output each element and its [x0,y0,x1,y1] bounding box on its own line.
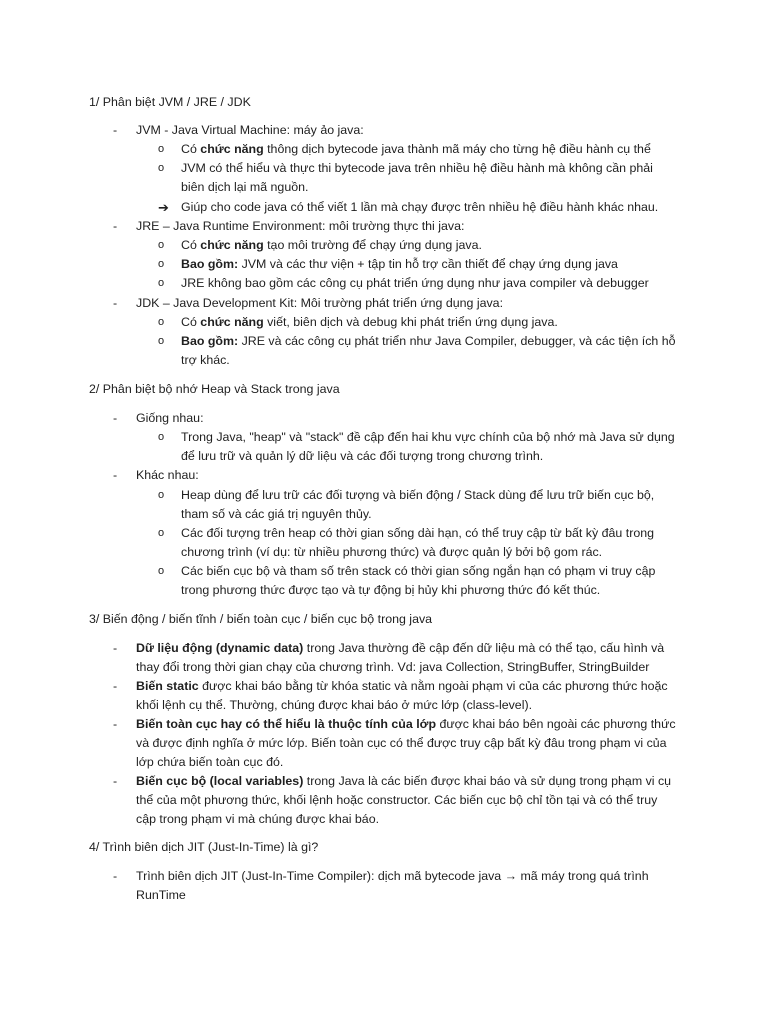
circle-bullet: o [158,565,165,577]
jre-heading: JRE – Java Runtime Environment: môi trường thực thi java: [136,219,465,233]
list-item-text: Trình biên dịch JIT (Just-In-Time Compiler): dịch mã bytecode java → mã máy trong quá trình [136,869,649,883]
diff-heading: Khác nhau: [136,468,199,482]
list-item-continuation: lớp chứa biến toàn cục đó. [136,755,284,769]
sub-item-text: JVM có thể hiểu và thực thi bytecode java trên nhiều hệ điều hành mà không cần phải [181,161,653,175]
sub-item-text: Heap dùng để lưu trữ các đối tượng và biến động / Stack dùng để lưu trữ biến cục bộ, [181,488,655,502]
dash-bullet: - [113,869,118,883]
circle-bullet: o [158,162,165,174]
dash-bullet: - [113,717,118,731]
sub-item-text: Có chức năng thông dịch bytecode java thành mã máy cho từng hệ điều hành cụ thể [181,142,651,156]
circle-bullet: o [158,258,165,270]
circle-bullet: o [158,316,165,328]
list-item-continuation: cập trong phạm vi mà chúng được khai báo. [136,812,380,826]
circle-bullet: o [158,431,165,443]
sub-item-text: Bao gồm: JVM và các thư viện + tập tin hỗ trợ cần thiết để chạy ứng dụng java [181,257,618,271]
sub-item-continuation: trong phương thức được tạo và tự động bị hủy khi phương thức đó kết thúc. [181,583,601,597]
sub-item-text: Có chức năng tạo môi trường để chạy ứng dụng java. [181,238,482,252]
sub-item-continuation: trợ khác. [181,353,230,367]
list-item-text: Biến cục bộ (local variables) trong Java là các biến được khai báo và sử dụng trong phạm vi cụ [136,774,672,788]
sub-item-text: Bao gồm: JRE và các công cụ phát triển như Java Compiler, debugger, và các tiện ích hỗ [181,334,676,348]
sub-item-text: Các đối tượng trên heap có thời gian sống dài hạn, có thể truy cập từ bất kỳ đâu trong [181,526,654,540]
sub-item-text: Có chức năng viết, biên dịch và debug khi phát triển ứng dụng java. [181,315,558,329]
sub-item-text: JRE không bao gồm các công cụ phát triển ứng dụng như java compiler và debugger [181,276,649,290]
section-4-title: 4/ Trình biên dịch JIT (Just-In-Time) là gì? [89,840,319,854]
dash-bullet: - [113,468,118,482]
dash-bullet: - [113,411,118,425]
arrow-right-icon: → [504,869,518,883]
circle-bullet: o [158,489,165,501]
same-heading: Giống nhau: [136,411,204,425]
dash-bullet: - [113,219,118,233]
dash-bullet: - [113,123,118,137]
sub-item-continuation: biên dịch lại mã nguồn. [181,180,309,194]
circle-bullet: o [158,335,165,347]
list-item-continuation: RunTime [136,888,186,902]
list-item-text: Biến static được khai báo bằng từ khóa static và nằm ngoài phạm vi của các phương thức hoặc [136,679,668,693]
jdk-heading: JDK – Java Development Kit: Môi trường phát triển ứng dụng java: [136,296,504,310]
jvm-heading: JVM - Java Virtual Machine: máy ảo java: [136,123,364,137]
sub-item-continuation: để lưu trữ và quản lý dữ liệu và các đối tượng trong chương trình. [181,449,544,463]
list-item-continuation: và được định nghĩa ở mức lớp. Biến toàn cục có thể được truy cập bất kỳ đâu trong phạm vi của [136,736,667,750]
circle-bullet: o [158,527,165,539]
list-item-continuation: khối lệnh cụ thể. Thường, chúng được khai báo ở mức lớp (class-level). [136,698,533,712]
arrow-right-icon: ➔ [158,200,169,215]
dash-bullet: - [113,679,118,693]
section-2-title: 2/ Phân biệt bộ nhớ Heap và Stack trong java [89,382,340,396]
section-1-title: 1/ Phân biệt JVM / JRE / JDK [89,95,251,109]
list-item-continuation: thể của một phương thức, khối lệnh hoặc constructor. Các biến cục bộ chỉ tồn tại và có thể truy [136,793,658,807]
list-item-text: Biến toàn cục hay có thể hiểu là thuộc tính của lớp được khai báo bên ngoài các phương thức [136,717,676,731]
sub-item-text: Trong Java, "heap" và "stack" đề cập đến hai khu vực chính của bộ nhớ mà Java sử dụng [181,430,675,444]
dash-bullet: - [113,641,118,655]
list-item-continuation: thay đổi trong thời gian chạy của chương trình. Vd: java Collection, StringBuffer, StringBuilder [136,660,650,674]
dash-bullet: - [113,296,118,310]
section-3-title: 3/ Biến động / biến tĩnh / biến toàn cục / biến cục bộ trong java [89,612,433,626]
arrow-item-text: Giúp cho code java có thể viết 1 lần mà chạy được trên nhiều hệ điều hành khác nhau. [181,200,659,214]
sub-item-text: Các biến cục bộ và tham số trên stack có thời gian sống ngắn hạn có phạm vi truy cập [181,564,656,578]
dash-bullet: - [113,774,118,788]
list-item-text: Dữ liệu động (dynamic data) trong Java thường đề cập đến dữ liệu mà có thể tạo, cấu hình và [136,641,665,655]
sub-item-continuation: tham số và các giá trị nguyên thủy. [181,507,372,521]
circle-bullet: o [158,239,165,251]
sub-item-continuation: chương trình (ví dụ: từ nhiều phương thức) và được quản lý bởi bộ gom rác. [181,545,603,559]
circle-bullet: o [158,277,165,289]
circle-bullet: o [158,143,165,155]
